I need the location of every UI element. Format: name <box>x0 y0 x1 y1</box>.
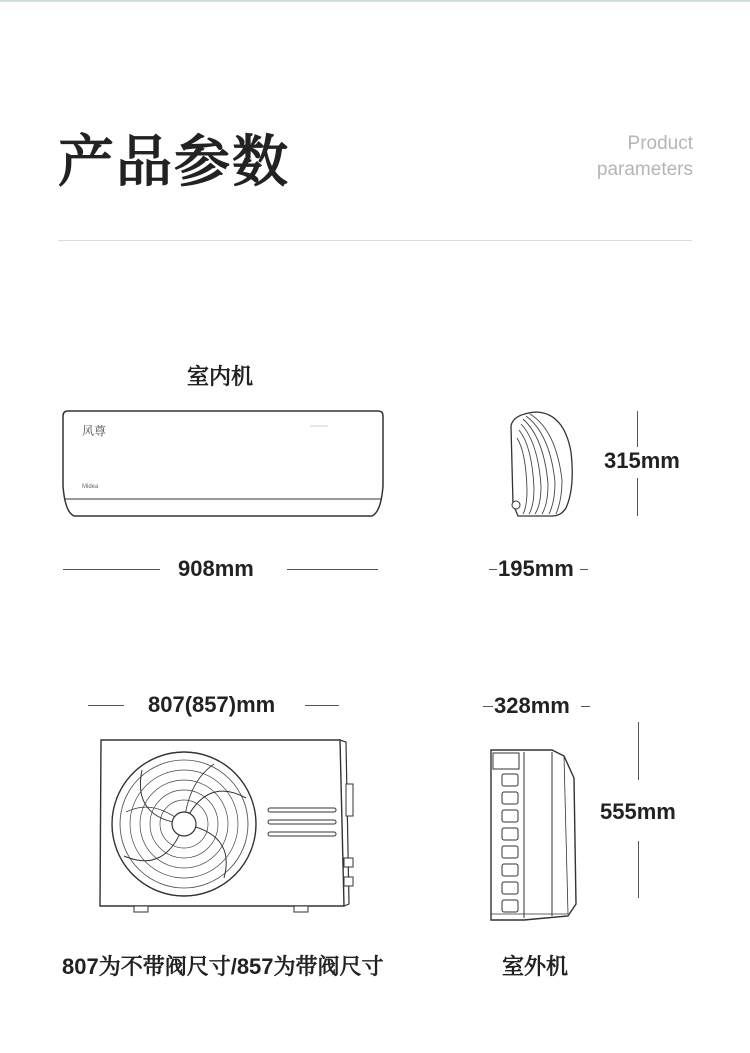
outdoor-unit-label: 室外机 <box>502 954 569 979</box>
indoor-width-line-right <box>287 569 378 570</box>
header-divider <box>58 240 692 241</box>
indoor-panel-mark: 风尊 <box>82 424 107 438</box>
outdoor-width-line-left <box>88 705 124 706</box>
indoor-depth-line-left <box>489 569 497 570</box>
indoor-depth-line-right <box>580 569 588 570</box>
outdoor-height-line-bottom <box>638 841 639 898</box>
indoor-depth-dimension: 195mm <box>498 556 574 581</box>
outdoor-width-line-right <box>305 705 339 706</box>
outdoor-unit-front-illustration <box>96 738 358 916</box>
top-border <box>0 0 750 2</box>
indoor-width-dimension: 908mm <box>178 556 254 581</box>
indoor-height-line-top <box>637 411 638 447</box>
indoor-unit-front-illustration <box>60 408 386 520</box>
outdoor-height-line-top <box>638 722 639 780</box>
outdoor-width-dimension: 807(857)mm <box>148 692 276 717</box>
subtitle-line-2: parameters <box>596 159 693 180</box>
outdoor-depth-dimension: 328mm <box>494 693 570 718</box>
outdoor-unit-side-illustration <box>488 748 584 924</box>
indoor-width-line-left <box>63 569 160 570</box>
page-title: 产品参数 <box>58 130 290 193</box>
indoor-unit-label: 室内机 <box>187 364 254 389</box>
subtitle-line-1: Product <box>627 133 693 154</box>
page-subtitle <box>493 131 693 183</box>
indoor-unit-side-illustration <box>506 410 576 520</box>
outdoor-size-note: 807为不带阀尺寸/857为带阀尺寸 <box>62 954 384 979</box>
indoor-brand-mark: Midea <box>82 484 99 490</box>
outdoor-depth-line-right <box>581 706 590 707</box>
outdoor-height-dimension: 555mm <box>600 799 676 824</box>
indoor-height-line-bottom <box>637 478 638 516</box>
indoor-height-dimension: 315mm <box>604 448 680 473</box>
outdoor-depth-line-left <box>483 706 493 707</box>
